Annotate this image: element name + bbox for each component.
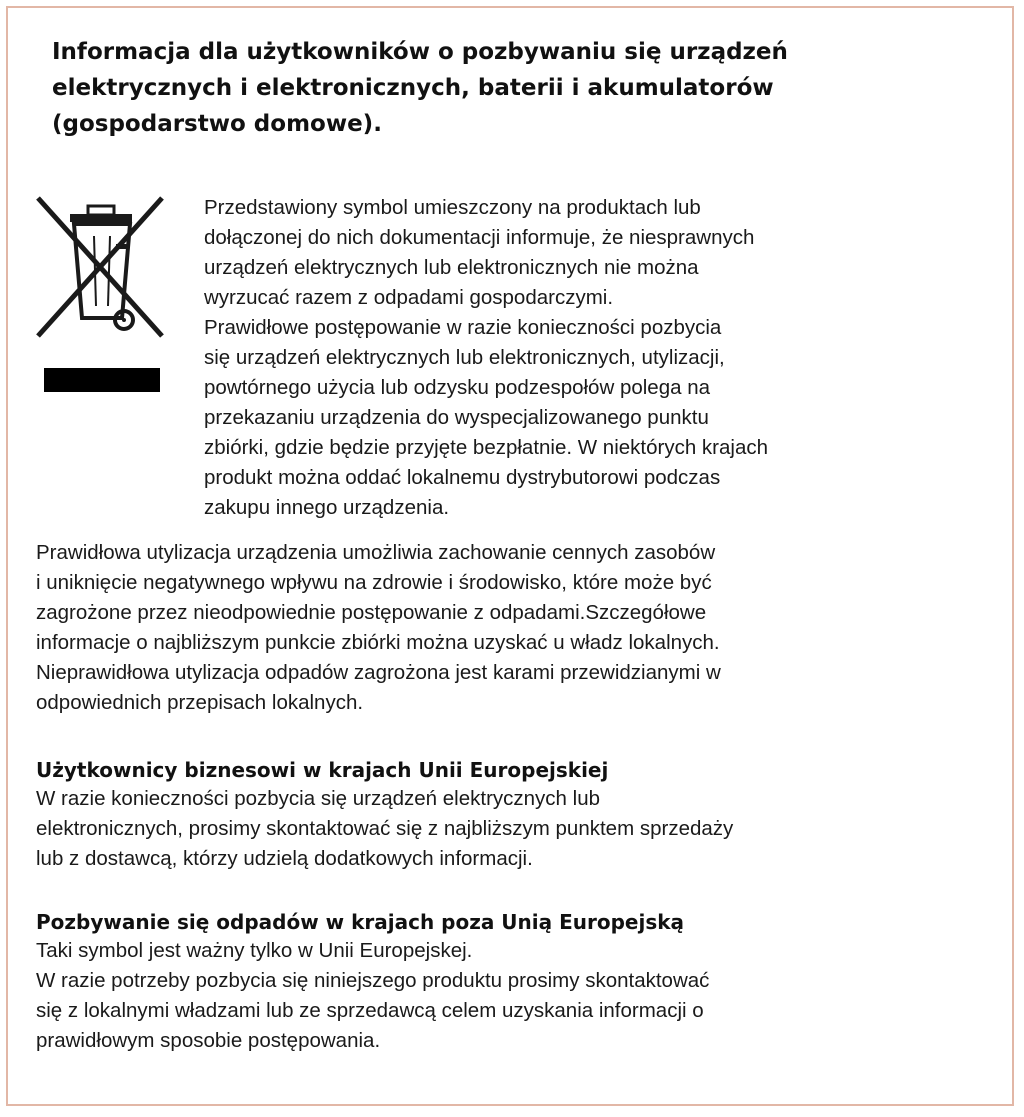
document-title: Informacja dla użytkowników o pozbywaniu się urządzeń elektrycznych i elektronicznych, baterii i akumulatorów (gospodarstwo domowe). (52, 39, 788, 137)
symbol-description-text: Przedstawiony symbol umieszczony na produktach lub dołączonej do nich dokumentacji informuje, że niesprawnych urządzeń elektrycznych lub elektronicznych nie można wyrzucać razem z odpadami gospodarczymi. Prawidłowe postępowanie w razie konieczności pozbycia się urządzeń elektrycznych lub elektronicznych, utylizacji, powtórnego użycia lub odzysku podzespołów polega na przekazaniu urządzenia do wyspecjalizowanego punktu zbiórki, gdzie będzie przyjęte bezpłatnie. W niektórych krajach produkt można oddać lokalnemu dystrybutorowi podczas zakupu innego urządzenia. (204, 196, 769, 519)
outside-eu-heading: Pozbywanie się odpadów w krajach poza Unią Europejską (36, 910, 685, 934)
business-users-text: W razie konieczności pozbycia się urządzeń elektrycznych lub elektronicznych, prosimy skontaktować się z najbliższym punktem sprzedaży lub z dostawcą, którzy udzielą dodatkowych informacji. (36, 787, 734, 870)
crossed-out-wheelie-bin-icon (32, 190, 172, 398)
outside-eu-text: Taki symbol jest ważny tylko w Unii Europejskej. W razie potrzeby pozbycia się niniejszego produktu prosimy skontaktować się z lokalnymi władzami lub ze sprzedawcą celem uzyskania informacji o prawidłowym sposobie postępowania. (36, 939, 710, 1052)
disposal-info-text: Prawidłowa utylizacja urządzenia umożliwia zachowanie cennych zasobów i uniknięcie negatywnego wpływu na zdrowie i środowisko, które może być zagrożone przez nieodpowiednie postępowanie z odpadami.Szczegółowe informacje o najbliższym punkcie zbiórki można uzyskać u władz lokalnych. Nieprawidłowa utylizacja odpadów zagrożona jest karami przewidzianymi w odpowiednich przepisach lokalnych. (36, 541, 721, 714)
business-users-heading: Użytkownicy biznesowi w krajach Unii Europejskiej (36, 758, 609, 782)
